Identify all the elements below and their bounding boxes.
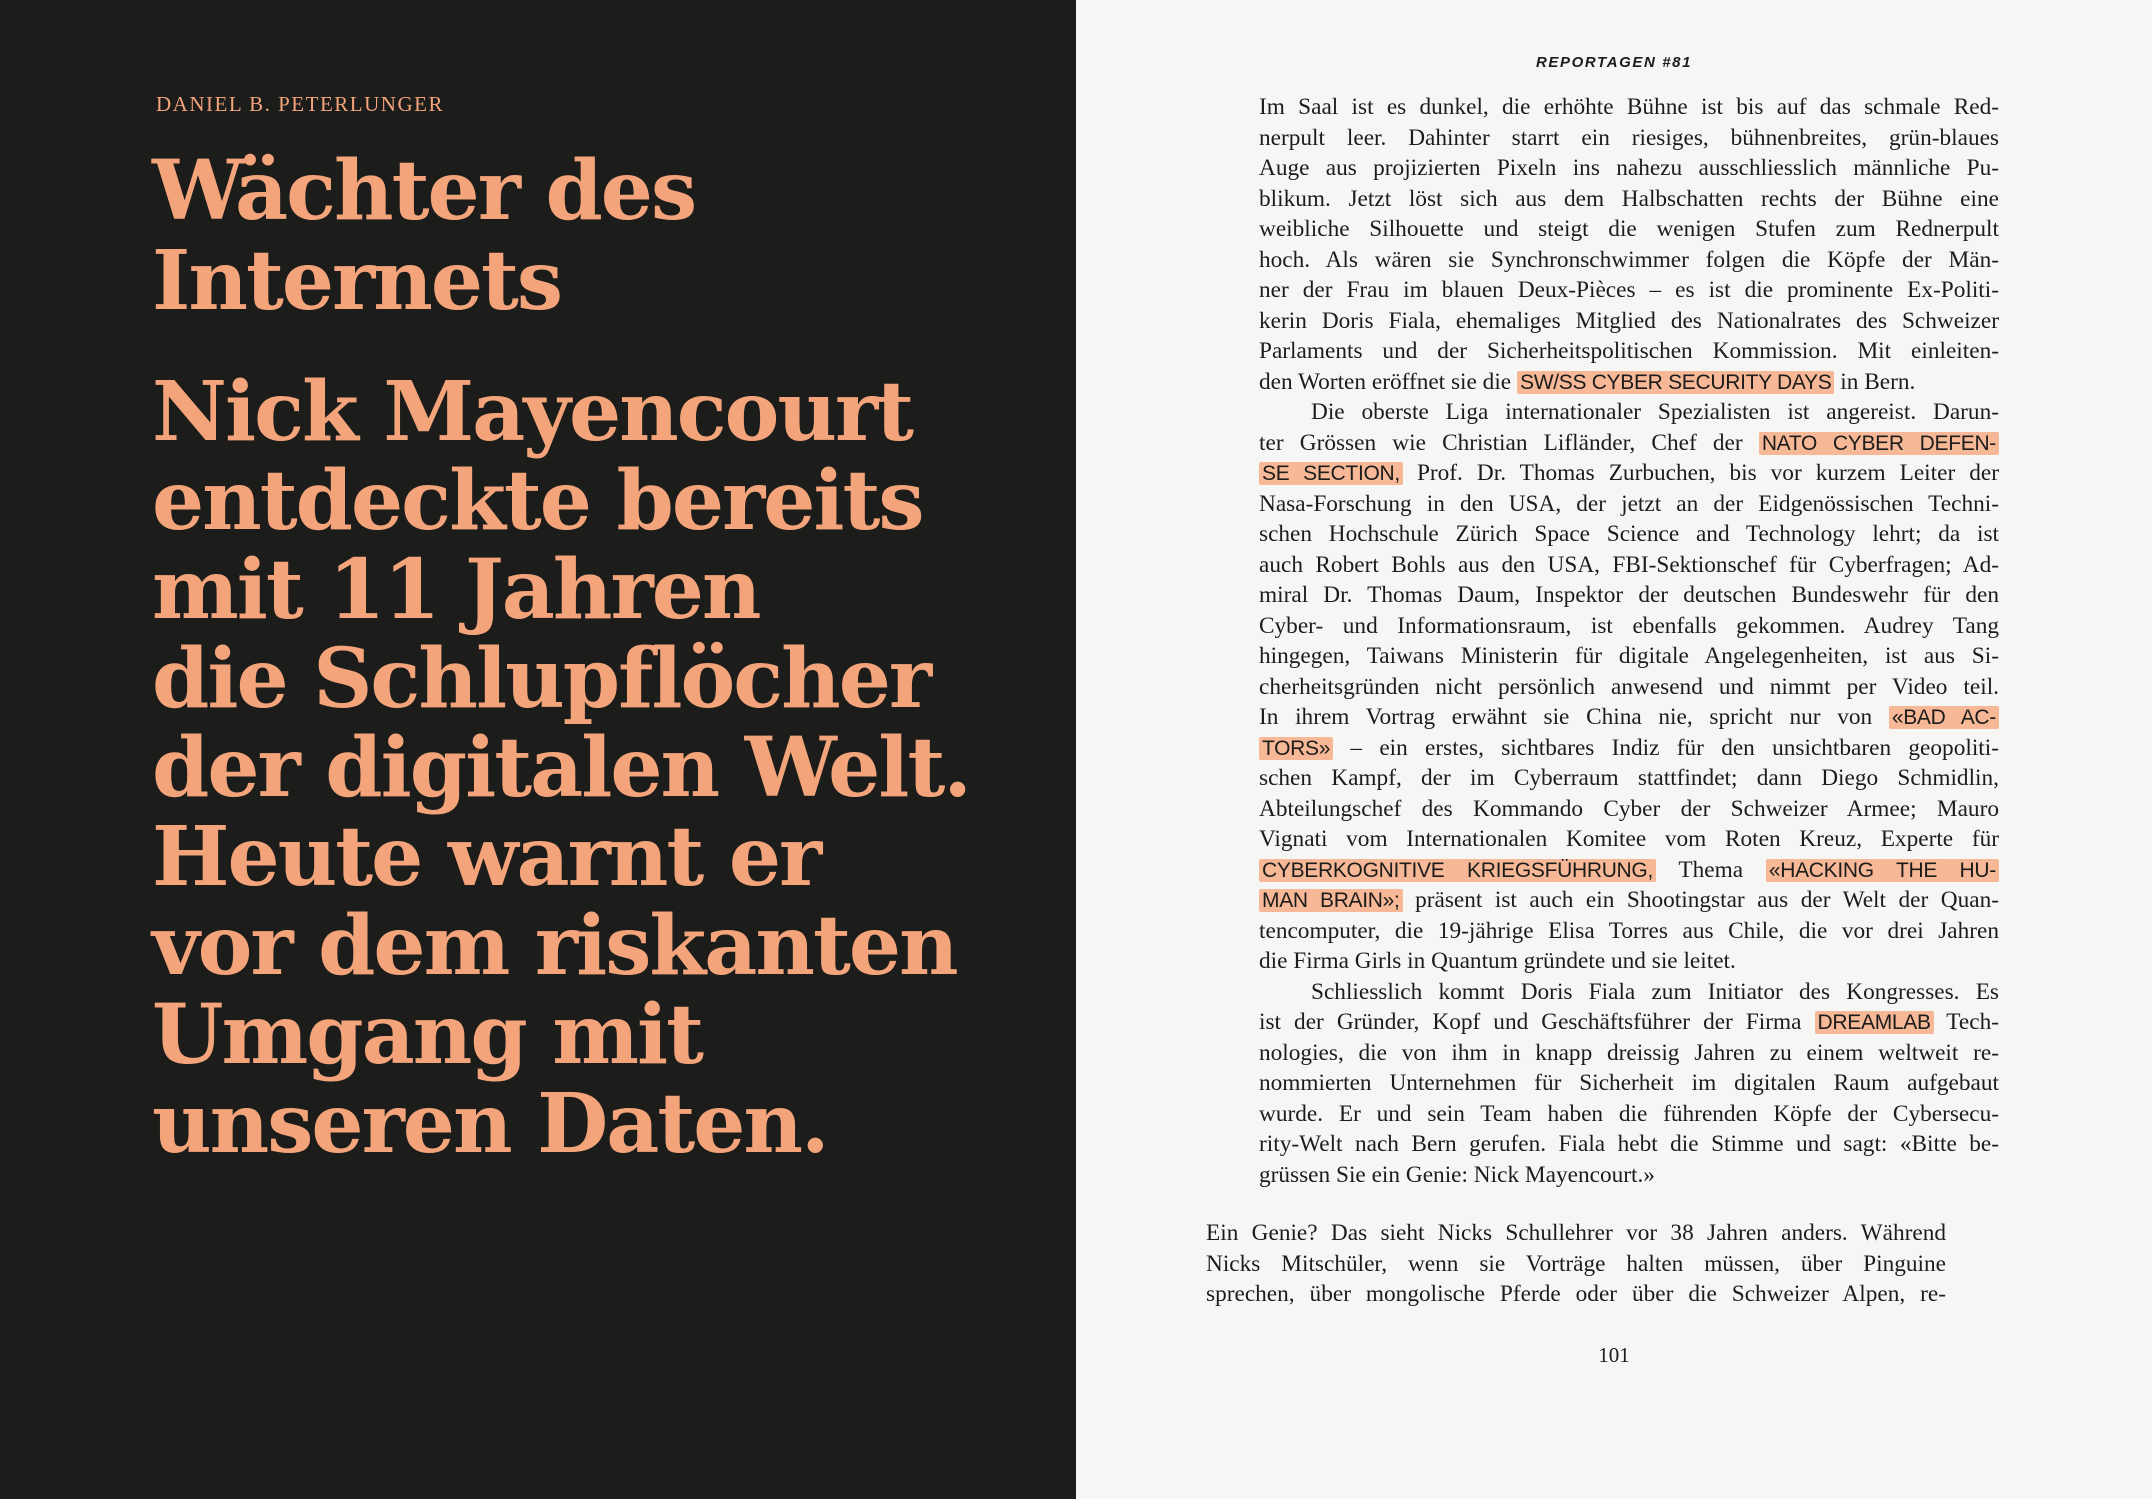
body-line: blikum. Jetzt löst sich aus dem Halbschatten rechts der Bühne eine [1259,185,1999,212]
highlighted-term: «BAD AC- [1889,706,1999,729]
line-text: ter Grössen wie Christian Lifländer, Chef der [1259,429,1759,456]
body-line: grüssen Sie ein Genie: Nick Mayencourt.» [1259,1161,1655,1188]
headline-line: Wächter des [152,143,696,239]
body-line: miral Dr. Thomas Daum, Inspektor der deutschen Bundeswehr für den [1259,582,1999,608]
highlighted-term: NATO CYBER DEFEN- [1759,432,1999,455]
body-line [1259,1007,1999,1038]
body-text-section-2 [1206,1218,1946,1310]
body-line: Auge aus projizierten Pixeln ins nahezu ausschliesslich männliche Pu- [1259,155,1999,181]
deck-line: der digitalen Welt. [152,720,970,816]
body-line: nommierten Unternehmen für Sicherheit im digitalen Raum aufgebaut [1259,1070,1999,1096]
body-line: auch Robert Bohls aus den USA, FBI-Sektionschef für Cyberfragen; Ad- [1259,551,1999,578]
body-line: kerin Doris Fiala, ehemaliges Mitglied des Nationalrates des Schweizer [1259,307,1999,334]
line-text: – ein erstes, sichtbares Indiz für den unsichtbaren geopoliti- [1333,734,1999,761]
deck-line: Nick Mayencourt [152,364,913,460]
body-text-column [1259,92,1999,1190]
deck-line: Umgang mit [152,987,703,1083]
deck-line: die Schlupflöcher [152,631,931,727]
body-line [1259,367,1999,398]
line-text: Thema [1656,856,1766,883]
body-line: Vignati vom Internationalen Komitee vom Roten Kreuz, Experte für [1259,826,1999,852]
body-line: Nicks Mitschüler, wenn sie Vorträge halten müssen, über Pinguine [1206,1250,1946,1277]
body-line: nologies, die von ihm in knapp dreissig Jahren zu einem weltweit re- [1259,1039,1999,1066]
line-text: Tech- [1933,1009,1999,1035]
deck-line: Heute warnt er [152,809,821,905]
body-line: weibliche Silhouette und steigt die wenigen Stufen zum Rednerpult [1259,216,1999,242]
body-line: die Firma Girls in Quantum gründete und sie leitet. [1259,948,1736,974]
running-head: REPORTAGEN #81 [1535,54,1693,71]
highlighted-term: TORS» [1259,737,1333,760]
highlighted-term: DREAMLAB [1815,1011,1934,1034]
body-line: Im Saal ist es dunkel, die erhöhte Bühne ist bis auf das schmale Red- [1259,94,1999,120]
body-line: nerpult leer. Dahinter starrt ein riesiges, bühnenbreites, grün-blaues [1259,124,1999,151]
article-headline [152,143,1052,329]
highlighted-term: MAN BRAIN»; [1259,889,1403,912]
body-line: schen Kampf, der im Cyberraum stattfindet; dann Diego Schmidlin, [1259,765,1999,791]
body-line: wurde. Er und sein Team haben die führenden Köpfe der Cybersecu- [1259,1100,1999,1127]
headline-line: Internets [152,233,562,329]
body-line: sprechen, über mongolische Pferde oder über die Schweizer Alpen, re- [1206,1281,1946,1307]
body-line: Schliesslich kommt Doris Fiala zum Initiator des Kongresses. Es [1311,978,1999,1005]
body-line: hoch. Als wären sie Synchronschwimmer folgen die Köpfe der Män- [1259,246,1999,273]
body-line: ner der Frau im blauen Deux-Pièces – es ist die prominente Ex-Politi- [1259,277,1999,303]
body-line: cherheitsgründen nicht persönlich anwesend und nimmt per Video teil. [1259,673,1999,700]
line-text: in Bern. [1834,368,1916,395]
highlighted-term: SE SECTION, [1259,462,1403,485]
body-line [1259,733,1999,764]
highlighted-term: CYBERKOGNITIVE KRIEGSFÜHRUNG, [1259,859,1656,882]
article-deck [152,364,1072,1172]
line-text: den Worten eröffnet sie die [1259,368,1517,395]
body-line [1259,885,1999,916]
body-line: Nasa-Forschung in den USA, der jetzt an der Eidgenössischen Techni- [1259,490,1999,517]
body-line: Abteilungschef des Kommando Cyber der Schweizer Armee; Mauro [1259,795,1999,822]
body-line [1259,855,1999,886]
deck-line: mit 11 Jahren [152,542,760,638]
line-text: ist der Gründer, Kopf und Geschäftsführer der Firma [1259,1009,1815,1035]
deck-line: vor dem riskanten [152,898,957,994]
body-line: hingegen, Taiwans Ministerin für digitale Angelegenheiten, ist aus Si- [1259,643,1999,669]
body-line [1259,428,1999,459]
line-text: präsent ist auch ein Shootingstar aus der Welt der Quan- [1402,887,1999,913]
line-text: In ihrem Vortrag erwähnt sie China nie, spricht nur von [1259,704,1889,730]
body-line: Die oberste Liga internationaler Spezialisten ist angereist. Darun- [1311,399,1999,425]
deck-line: unseren Daten. [152,1076,828,1172]
body-line: schen Hochschule Zürich Space Science and Technology lehrt; da ist [1259,521,1999,547]
line-text: Prof. Dr. Thomas Zurbuchen, bis vor kurzem Leiter der [1402,460,1999,486]
body-line [1259,702,1999,733]
page-number: 101 [1598,1343,1630,1367]
body-line: tencomputer, die 19-jährige Elisa Torres aus Chile, die vor drei Jahren [1259,917,1999,944]
body-line [1259,458,1999,489]
body-line: Parlaments und der Sicherheitspolitischen Kommission. Mit einleiten- [1259,338,1999,364]
highlighted-term: «HACKING THE HU- [1766,859,1999,882]
body-line: rity-Welt nach Bern gerufen. Fiala hebt die Stimme und sagt: «Bitte be- [1259,1131,1999,1157]
highlighted-term: SW/SS CYBER SECURITY DAYS [1517,371,1834,394]
deck-line: entdeckte bereits [152,453,923,549]
body-line: Cyber- und Informationsraum, ist ebenfalls gekommen. Audrey Tang [1259,612,1999,639]
body-line: Ein Genie? Das sieht Nicks Schullehrer vor 38 Jahren anders. Während [1206,1220,1946,1246]
author-name: DANIEL B. PETERLUNGER [156,92,444,116]
